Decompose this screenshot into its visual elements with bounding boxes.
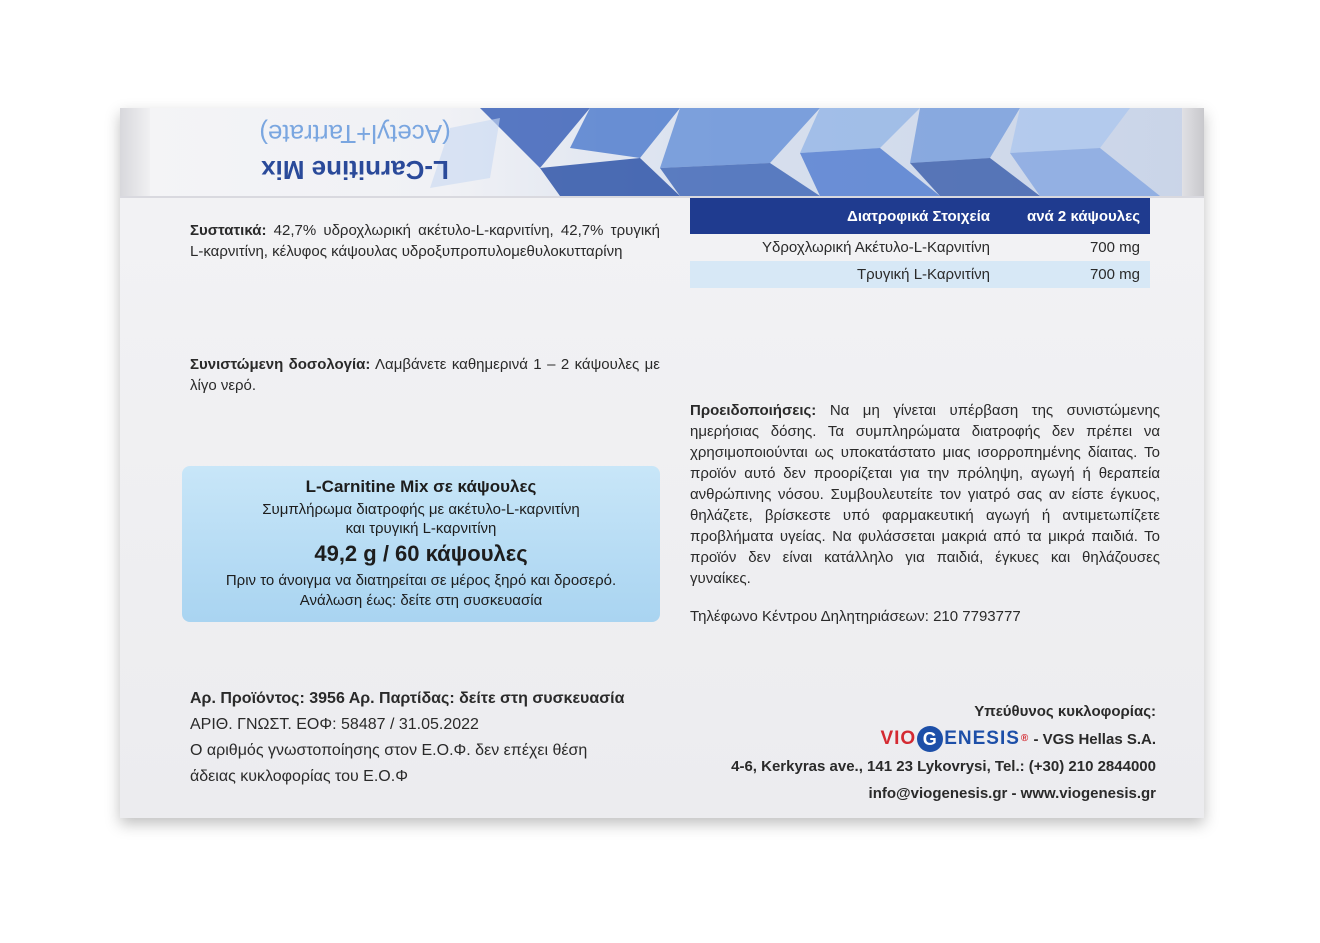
row-value: 700 mg — [1089, 239, 1140, 256]
company-web: info@viogenesis.gr - www.viogenesis.gr — [868, 785, 1156, 802]
flap-title-group — [225, 114, 485, 188]
warnings-paragraph — [690, 400, 1160, 589]
ingredients-paragraph — [190, 220, 660, 262]
logo-registered-mark: ® — [1020, 733, 1030, 744]
company-address: 4-6, Kerkyras ave., 141 23 Lykovrysi, Tel.: (+30) 210 2844000 — [731, 758, 1156, 775]
dosage-label: Συνιστώμενη δοσολογία: — [190, 356, 371, 373]
label-box-line2: και τρυγική L-καρνιτίνη — [345, 520, 497, 537]
label-box-line3: Πριν το άνοιγμα να διατηρείται σε μέρος ξηρό και δροσερό. — [225, 572, 617, 589]
notification-number-line: ΑΡΙΘ. ΓΝΩΣΤ. ΕΟΦ: 58487 / 31.05.2022 — [190, 716, 479, 733]
ingredients-text: 42,7% υδροχλωρική ακέτυλο-L-καρνιτίνη, 42,7% τρυγική L-καρνιτίνη, κέλυφος κάψουλας υδροξυπροπυλομεθυλοκυτταρίνη — [190, 222, 660, 260]
warnings-text: Να μη γίνεται υπέρβαση της συνιστώμενης ημερήσιας δόσης. Τα συμπληρώματα διατροφής δεν πρέπει να χρησιμοποιούνται ως υποκατάστατο μιας ισορροπημένης δίαιτας. Το προϊόν αυτό δεν προορίζεται για την πρόληψη, αγωγή ή θεραπεία ανθρώπινης νόσου. Συμβουλευτείτε τον γιατρό σας αν είστε έγκυος, θηλάζετε, βρίσκεστε υπό φαρμακευτική αγωγή ή αντιμετωπίζετε προβλήματα υγείας. Να φυλάσσεται μακριά από τα μικρά παιδιά. Το προϊόν δεν είναι κατάλληλο για παιδιά, έγκυες και θηλάζουσες γυναίκες. — [690, 402, 1161, 587]
responsible-label: Υπεύθυνος κυκλοφορίας: — [974, 703, 1156, 720]
notification-note-line2: άδειας κυκλοφορίας του Ε.Ο.Φ — [190, 768, 408, 785]
logo-enesis: ENESIS — [944, 728, 1020, 749]
warnings-label: Προειδοποιήσεις: — [690, 402, 817, 419]
header-per-serving: ανά 2 κάψουλες — [1026, 207, 1140, 225]
row-value: 700 mg — [1089, 266, 1140, 283]
label-box-quantity: 49,2 g / 60 κάψουλες — [314, 541, 528, 566]
dosage-text: Λαμβάνετε καθημερινά 1 – 2 κάψουλες με λίγο νερό. — [190, 356, 660, 394]
box-top-flap — [120, 108, 1204, 198]
product-number-line: Αρ. Προϊόντος: 3956 Αρ. Παρτίδας: δείτε στη συσκευασία — [190, 690, 625, 707]
label-box-line4: Ανάλωση έως: δείτε στη συσκευασία — [299, 592, 543, 609]
dosage-paragraph — [190, 354, 660, 396]
header-nutrients: Διατροφικά Στοιχεία — [847, 207, 990, 225]
product-label-box — [182, 466, 660, 622]
label-box-line1: Συμπλήρωμα διατροφής με ακέτυλο-L-καρνιτίνη — [262, 501, 580, 518]
flap-right-shade — [1182, 108, 1204, 196]
flap-subtitle: (Acetyl+Tartrate) — [259, 119, 451, 149]
table-row — [690, 261, 1150, 288]
ingredients-label: Συστατικά: — [190, 222, 267, 239]
product-info — [190, 686, 690, 790]
company-info — [731, 698, 1156, 807]
notification-note-line1: Ο αριθμός γνωστοποίησης στον Ε.Ο.Φ. δεν επέχει θέση — [190, 742, 588, 759]
row-name: Υδροχλωρική Ακέτυλο-L-Καρνιτίνη — [762, 239, 990, 256]
logo-g-circle: G — [917, 726, 943, 752]
nutrition-table-header — [690, 198, 1150, 234]
poison-center-phone: Τηλέφωνο Κέντρου Δηλητηριάσεων: 210 7793777 — [690, 608, 1021, 625]
company-name-suffix: - VGS Hellas S.A. — [1033, 731, 1156, 748]
company-logo-line — [731, 725, 1156, 753]
flap-title: L-Carnitine Mix — [261, 155, 449, 185]
logo-vio: VIO — [880, 728, 917, 749]
viogenesis-logo — [880, 725, 1029, 752]
product-box-back — [120, 108, 1204, 818]
label-box-title: L-Carnitine Mix σε κάψουλες — [305, 477, 537, 496]
row-name: Τρυγική L-Καρνιτίνη — [856, 266, 990, 283]
table-row — [690, 234, 1150, 261]
nutrition-table — [690, 198, 1150, 288]
